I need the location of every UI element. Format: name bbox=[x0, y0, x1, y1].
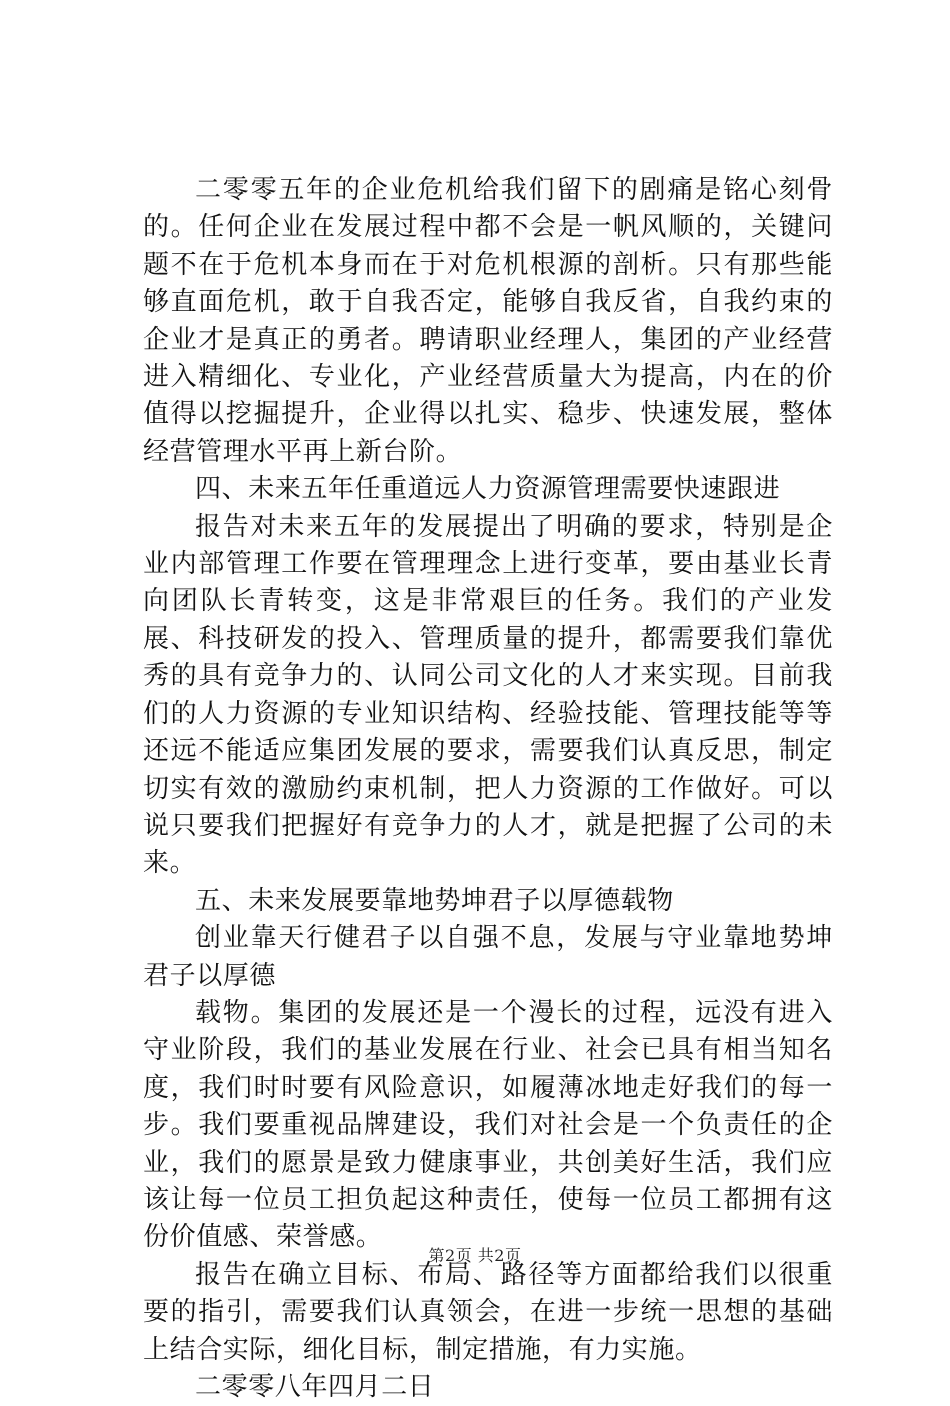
paragraph-future-development: 载物。集团的发展还是一个漫长的过程，远没有进入守业阶段，我们的基业发展在行业、社会已具有相当知名度，我们时时要有风险意识，如履薄冰地走好我们的每一步。我们要重视品牌建设，我们对社会是一个负责任的企业，我们的愿景是致力健康事业，共创美好生活，我们应该让每一位员工担负起这种责任，使每一位员工都拥有这份价值感、荣誉感。 bbox=[143, 997, 833, 1253]
paragraph-entrepreneurship: 创业靠天行健君子以自强不息，发展与守业靠地势坤君子以厚德 bbox=[143, 923, 833, 991]
section-heading-5: 五、未来发展要靠地势坤君子以厚德载物 bbox=[195, 885, 674, 916]
document-body bbox=[143, 172, 833, 1406]
paragraph-report-guidance: 报告在确立目标、布局、路径等方面都给我们以很重要的指引，需要我们认真领会，在进一步统一思想的基础上结合实际，细化目标，制定措施，有力实施。 bbox=[143, 1259, 833, 1365]
document-date: 二零零八年四月二日 bbox=[195, 1372, 435, 1402]
section-heading-4: 四、未来五年任重道远人力资源管理需要快速跟进 bbox=[195, 474, 781, 505]
paragraph-crisis-reflection: 二零零五年的企业危机给我们留下的剧痛是铭心刻骨的。任何企业在发展过程中都不会是一帆风顺的，关键问题不在于危机本身而在于对危机根源的剖析。只有那些能够直面危机，敢于自我否定，能够自我反省，自我约束的企业才是真正的勇者。聘请职业经理人，集团的产业经营进入精细化、专业化，产业经营质量大为提高，内在的价值得以挖掘提升，企业得以扎实、稳步、快速发展，整体经营管理水平再上新台阶。 bbox=[143, 175, 833, 467]
paragraph-hr-management: 报告对未来五年的发展提出了明确的要求，特别是企业内部管理工作要在管理理念上进行变革，要由基业长青向团队长青转变，这是非常艰巨的任务。我们的产业发展、科技研发的投入、管理质量的提升，都需要我们靠优秀的具有竞争力的、认同公司文化的人才来实现。目前我们的人力资源的专业知识结构、经验技能、管理技能等等还远不能适应集团发展的要求，需要我们认真反思，制定切实有效的激励约束机制，把人力资源的工作做好。可以说只要我们把握好有竞争力的人才，就是把握了公司的未来。 bbox=[143, 511, 833, 879]
page-number-footer: 第2页 共2页 bbox=[428, 1246, 522, 1265]
